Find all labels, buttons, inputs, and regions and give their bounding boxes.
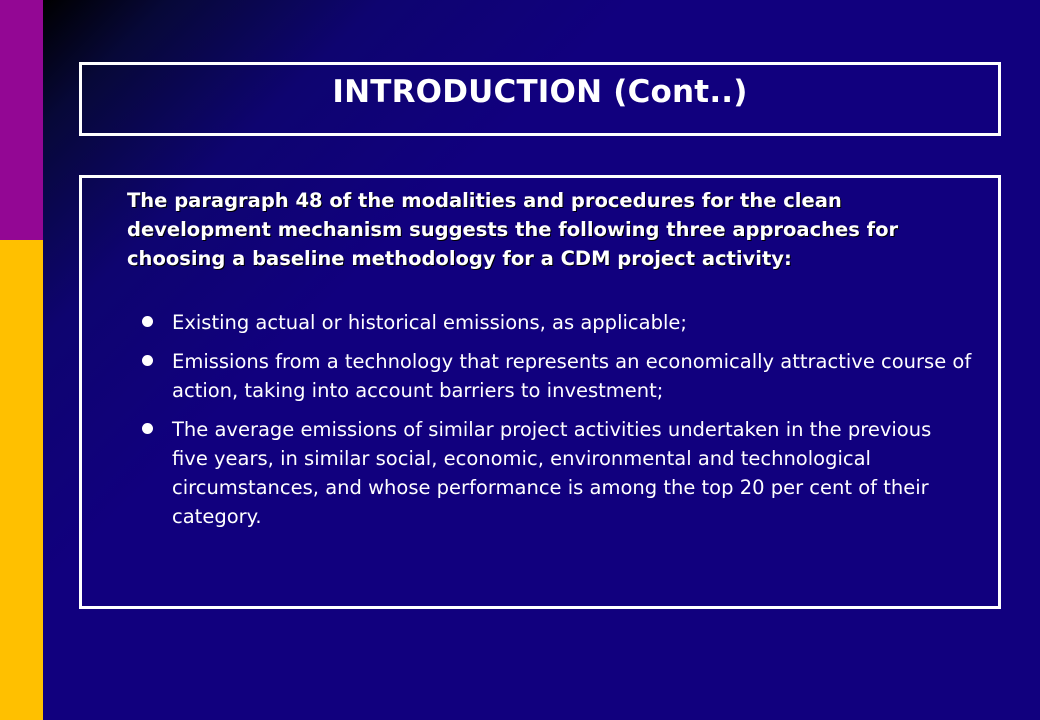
left-stripe-purple <box>0 0 43 240</box>
bullet-dot-icon <box>142 316 153 327</box>
bullet-item <box>132 347 972 405</box>
bullet-item <box>132 308 972 337</box>
slide-title: INTRODUCTION (Cont..) <box>332 74 748 110</box>
bullet-list <box>132 308 972 541</box>
title-box <box>79 62 1001 136</box>
content-box <box>79 175 1001 609</box>
bullet-text: Existing actual or historical emissions, as applicable; <box>172 311 687 334</box>
left-stripe-yellow <box>0 240 43 720</box>
intro-paragraph: The paragraph 48 of the modalities and procedures for the clean development mechanism suggests the following three approaches for choosing a baseline methodology for a CDM project activity: <box>127 189 899 270</box>
bullet-text: Emissions from a technology that represents an economically attractive course of action, taking into account barriers to investment; <box>172 350 972 402</box>
bullet-item <box>132 415 972 531</box>
bullet-dot-icon <box>142 355 153 366</box>
bullet-dot-icon <box>142 423 153 434</box>
bullet-text: The average emissions of similar project activities undertaken in the previous five years, in similar social, economic, environmental and technological circumstances, and whose performance is among the top 20 per cent of their category. <box>172 418 932 528</box>
